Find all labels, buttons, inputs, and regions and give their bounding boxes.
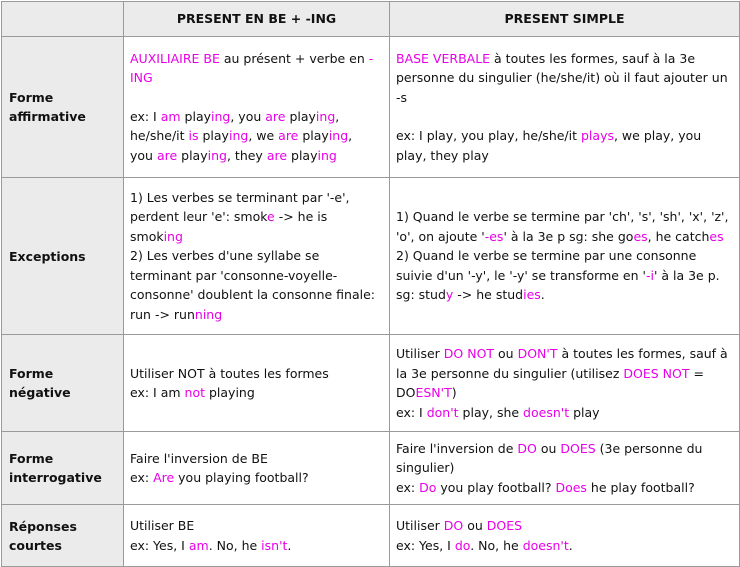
- text: .: [540, 287, 545, 303]
- row-label: Exceptions: [2, 178, 124, 335]
- highlight: Do: [419, 479, 437, 495]
- rule-text: Utiliser NOT à toutes les formes: [130, 365, 329, 381]
- text: ): [451, 385, 457, 400]
- cell-continuous-interrogative: [124, 432, 390, 505]
- cell-simple-negative: [390, 335, 740, 432]
- highlight: -i: [645, 267, 654, 283]
- grammar-table: [1, 1, 740, 567]
- highlight: ies: [523, 287, 541, 303]
- example-text: [396, 478, 733, 498]
- cell-continuous-negative: [124, 335, 390, 432]
- highlight: Does: [555, 479, 587, 495]
- row-exceptions: [2, 178, 740, 335]
- rule-text: Utiliser BE: [130, 518, 195, 533]
- text: ex:: [130, 470, 154, 485]
- text: .: [287, 537, 292, 553]
- highlight: are: [156, 147, 178, 163]
- highlight: ning: [194, 306, 223, 322]
- exception-1: [130, 188, 383, 247]
- exception-2: [396, 246, 733, 305]
- example-text: [130, 107, 383, 166]
- cell-simple-exceptions: [390, 178, 740, 335]
- highlight: DO: [443, 518, 464, 533]
- text: play: [177, 147, 208, 163]
- highlight: Are: [153, 470, 175, 485]
- example-text: [130, 536, 383, 556]
- example-text: [396, 126, 733, 165]
- highlight: ing: [317, 147, 337, 163]
- highlight: ing: [207, 147, 227, 163]
- text: playing: [205, 385, 255, 400]
- row-label: Forme négative: [2, 335, 124, 432]
- text: , you: [230, 108, 266, 124]
- example-text: [130, 468, 383, 488]
- text: play: [287, 147, 318, 163]
- highlight: y: [445, 287, 454, 303]
- rule-text: Faire l'inversion de BE: [130, 450, 268, 466]
- rule-text: [396, 439, 733, 478]
- text: ou: [494, 346, 518, 361]
- text: Faire l'inversion de: [396, 440, 518, 456]
- text: play: [198, 128, 229, 144]
- highlight: e: [267, 209, 275, 225]
- highlight: DO: [517, 440, 537, 456]
- highlight: -es: [484, 228, 504, 244]
- text: -> he stud: [453, 287, 524, 303]
- text: he play football?: [586, 479, 695, 495]
- text: -> he is smok: [130, 209, 328, 244]
- text: play: [285, 108, 316, 124]
- text: 2) Les verbes d'une syllabe se terminant par 'consonne-voyelle-consonne' doublent la consonne finale: run -> run: [130, 248, 375, 322]
- text: 1) Quand le verbe se termine par 'ch', 's', 'sh', 'x', 'z', 'o', on ajoute ': [396, 209, 729, 244]
- header-corner: [2, 2, 124, 37]
- text: ex: I: [396, 404, 427, 420]
- highlight: DON'T: [517, 346, 558, 361]
- highlight: ing: [328, 128, 349, 144]
- exception-2: [130, 246, 383, 324]
- text: .: [568, 537, 573, 553]
- text: ' à la 3e p. sg: stud: [396, 267, 720, 303]
- text: . No, he: [470, 537, 523, 553]
- text: 1) Les verbes se terminant par '-e', perdent leur 'e': smok: [130, 189, 350, 225]
- example-text: [396, 403, 733, 423]
- text-br: , he/she/it: [130, 108, 340, 144]
- highlight: do: [454, 537, 471, 553]
- text: you playing football?: [174, 470, 309, 485]
- header-present-simple: PRESENT SIMPLE: [390, 2, 740, 37]
- highlight: DO NOT: [443, 346, 495, 361]
- highlight: ing: [163, 228, 183, 244]
- text-br: , you: [130, 128, 353, 163]
- highlight: are: [265, 108, 286, 124]
- highlight: are: [266, 147, 288, 163]
- text: play: [180, 108, 212, 124]
- text: à toutes les formes, sauf à la 3e personne du singulier (utilisez: [396, 346, 728, 381]
- highlight: es: [709, 228, 724, 244]
- rule-text: [130, 49, 383, 88]
- text: = DO: [396, 365, 704, 400]
- text: ' à la 3e p sg: she go: [503, 228, 634, 244]
- highlight: isn't: [261, 537, 288, 553]
- highlight: ing: [211, 108, 231, 124]
- highlight: plays: [581, 128, 614, 144]
- text: (3e personne du singulier): [396, 440, 703, 476]
- text: ex:: [396, 479, 420, 495]
- highlight: not: [184, 385, 206, 400]
- row-label: Réponses courtes: [2, 505, 124, 567]
- example-text: [130, 383, 383, 403]
- cell-simple-interrogative: [390, 432, 740, 505]
- highlight: es: [633, 228, 648, 244]
- text: , we play, you play, they play: [396, 128, 702, 163]
- highlight: doesn't: [522, 537, 569, 553]
- rule-text: [396, 344, 733, 403]
- text: ex: Yes, I: [396, 537, 455, 553]
- text: , we: [248, 128, 279, 144]
- text: you play football?: [436, 479, 556, 495]
- highlight: is: [188, 128, 199, 144]
- cell-simple-short-answers: [390, 505, 740, 567]
- highlight: ing: [315, 108, 336, 124]
- row-reponses-courtes: [2, 505, 740, 567]
- highlight: don't: [426, 404, 459, 420]
- text: ex: I: [130, 108, 161, 124]
- highlight: ing: [228, 128, 249, 144]
- text: . No, he: [208, 537, 262, 553]
- text: , he catch: [647, 228, 710, 244]
- cell-continuous-affirmative: [124, 37, 390, 178]
- highlight: are: [278, 128, 299, 144]
- header-present-continuous: PRESENT EN BE + -ING: [124, 2, 390, 37]
- cell-continuous-short-answers: [124, 505, 390, 567]
- highlight: ESN'T: [415, 385, 452, 400]
- row-forme-affirmative: [2, 37, 740, 178]
- header-row: [2, 2, 740, 37]
- exception-1: [396, 207, 733, 246]
- highlight: am: [160, 108, 181, 124]
- text: Utiliser: [396, 518, 444, 533]
- text: play, she: [458, 404, 524, 420]
- highlight: AUXILIAIRE BE: [130, 50, 220, 66]
- row-forme-interrogative: [2, 432, 740, 505]
- cell-simple-affirmative: [390, 37, 740, 178]
- text: Utiliser: [396, 346, 444, 361]
- text: ex: Yes, I: [130, 537, 189, 553]
- highlight: DOES NOT: [623, 365, 690, 381]
- text: play: [298, 128, 329, 144]
- text: 2) Quand le verbe se termine par une consonne suivie d'un '-y', le '-y' se transforme en ': [396, 248, 697, 283]
- highlight: DOES: [560, 440, 596, 456]
- row-label: Forme affirmative: [2, 37, 124, 178]
- text: ex: I am: [130, 385, 185, 400]
- text: ex: I play, you play, he/she/it: [396, 128, 581, 144]
- highlight: -ING: [130, 50, 374, 86]
- text: , they: [226, 147, 267, 163]
- text: au présent + verbe en: [219, 50, 369, 66]
- example-text: [396, 536, 733, 556]
- row-forme-negative: [2, 335, 740, 432]
- highlight: BASE VERBALE: [396, 50, 491, 66]
- highlight: DOES: [486, 518, 523, 533]
- text: à toutes les formes, sauf à la 3e personne du singulier (he/she/it) où il faut ajouter un -s: [396, 50, 728, 105]
- rule-text: [396, 49, 733, 108]
- highlight: am: [188, 537, 209, 553]
- row-label: Forme interrogative: [2, 432, 124, 505]
- rule-text: [396, 516, 733, 536]
- text: ou: [463, 518, 487, 533]
- text: play: [569, 404, 600, 420]
- highlight: doesn't: [523, 404, 570, 420]
- cell-continuous-exceptions: [124, 178, 390, 335]
- text: ou: [536, 440, 561, 456]
